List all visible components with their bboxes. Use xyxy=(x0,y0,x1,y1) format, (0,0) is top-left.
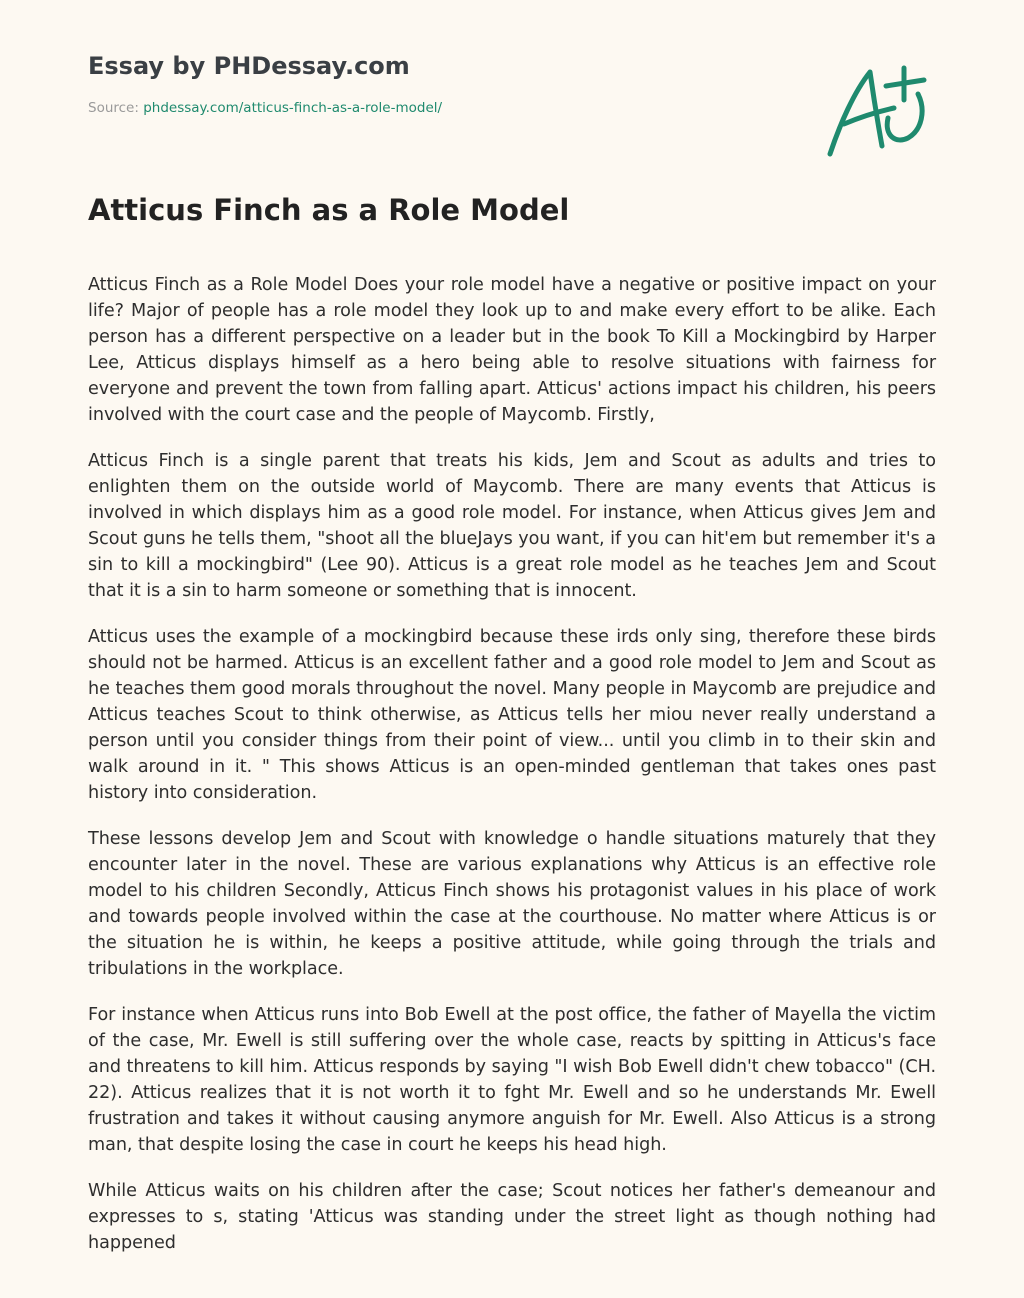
essay-paragraph: Atticus Finch is a single parent that treats his kids, Jem and Scout as adults and tries to enlighten them on the outside world of Maycomb. There are many events that Atticus is involved in which displays him as a good role model. For instance, when Atticus gives Jem and Scout guns he tells them, "shoot all the blueJays you want, if you can hit'em but remember it's a sin to kill a mockingbird" (Lee 90). Atticus is a great role model as he teaches Jem and Scout that it is a sin to harm someone or something that is innocent. xyxy=(88,451,936,601)
source-link[interactable]: phdessay.com/atticus-finch-as-a-role-model/ xyxy=(143,100,443,116)
essay-paragraph: Atticus Finch as a Role Model Does your role model have a negative or positive impact on your life? Major of people has a role model they look up to and make every effort to be alike. Each person has a different perspective on a leader but in the book To Kill a Mockingbird by Harper Lee, Atticus displays himself as a hero being able to resolve situations with fairness for everyone and prevent the town from falling apart. Atticus' actions impact his children, his peers involved with the court case and the people of Maycomb. Firstly, xyxy=(88,275,936,425)
essay-paragraph: For instance when Atticus runs into Bob Ewell at the post office, the father of Mayella the victim of the case, Mr. Ewell is still suffering over the whole case, reacts by spitting in Atticus's face and threatens to kill him. Atticus responds by saying "I wish Bob Ewell didn't chew tobacco" (CH. 22). Atticus realizes that it is not worth it to fght Mr. Ewell and so he understands Mr. Ewell frustration and takes it without causing anymore anguish for Mr. Ewell. Also Atticus is a strong man, that despite losing the case in court he keeps his head high. xyxy=(88,1005,936,1155)
essay-paragraph: While Atticus waits on his children after the case; Scout notices her father's demeanour and expresses to s, stating 'Atticus was standing under the street light as though nothing had happened xyxy=(88,1181,936,1253)
site-header xyxy=(88,50,936,117)
a-plus-grade-icon xyxy=(820,62,930,162)
essay-paragraph: These lessons develop Jem and Scout with knowledge o handle situations maturely that they encounter later in the novel. These are various explanations why Atticus is an effective role model to his children Secondly, Atticus Finch shows his protagonist values in his place of work and towards people involved within the case at the courthouse. No matter where Atticus is or the situation he is within, he keeps a positive attitude, while going through the trials and tribulations in the workplace. xyxy=(88,829,936,979)
site-brand: Essay by PHDessay.com xyxy=(88,52,410,80)
source-line xyxy=(88,99,936,117)
essay-paragraph: Atticus uses the example of a mockingbird because these irds only sing, therefore these birds should not be harmed. Atticus is an excellent father and a good role model to Jem and Scout as he teaches them good morals throughout the novel. Many people in Maycomb are prejudice and Atticus teaches Scout to think otherwise, as Atticus tells her miou never really understand a person until you consider things from their point of view... until you climb in to their skin and walk around in it. " This shows Atticus is an open-minded gentleman that takes ones past history into consideration. xyxy=(88,627,936,803)
source-label: Source: xyxy=(88,100,144,116)
essay-title: Atticus Finch as a Role Model xyxy=(88,193,570,227)
essay-body xyxy=(88,272,936,1276)
